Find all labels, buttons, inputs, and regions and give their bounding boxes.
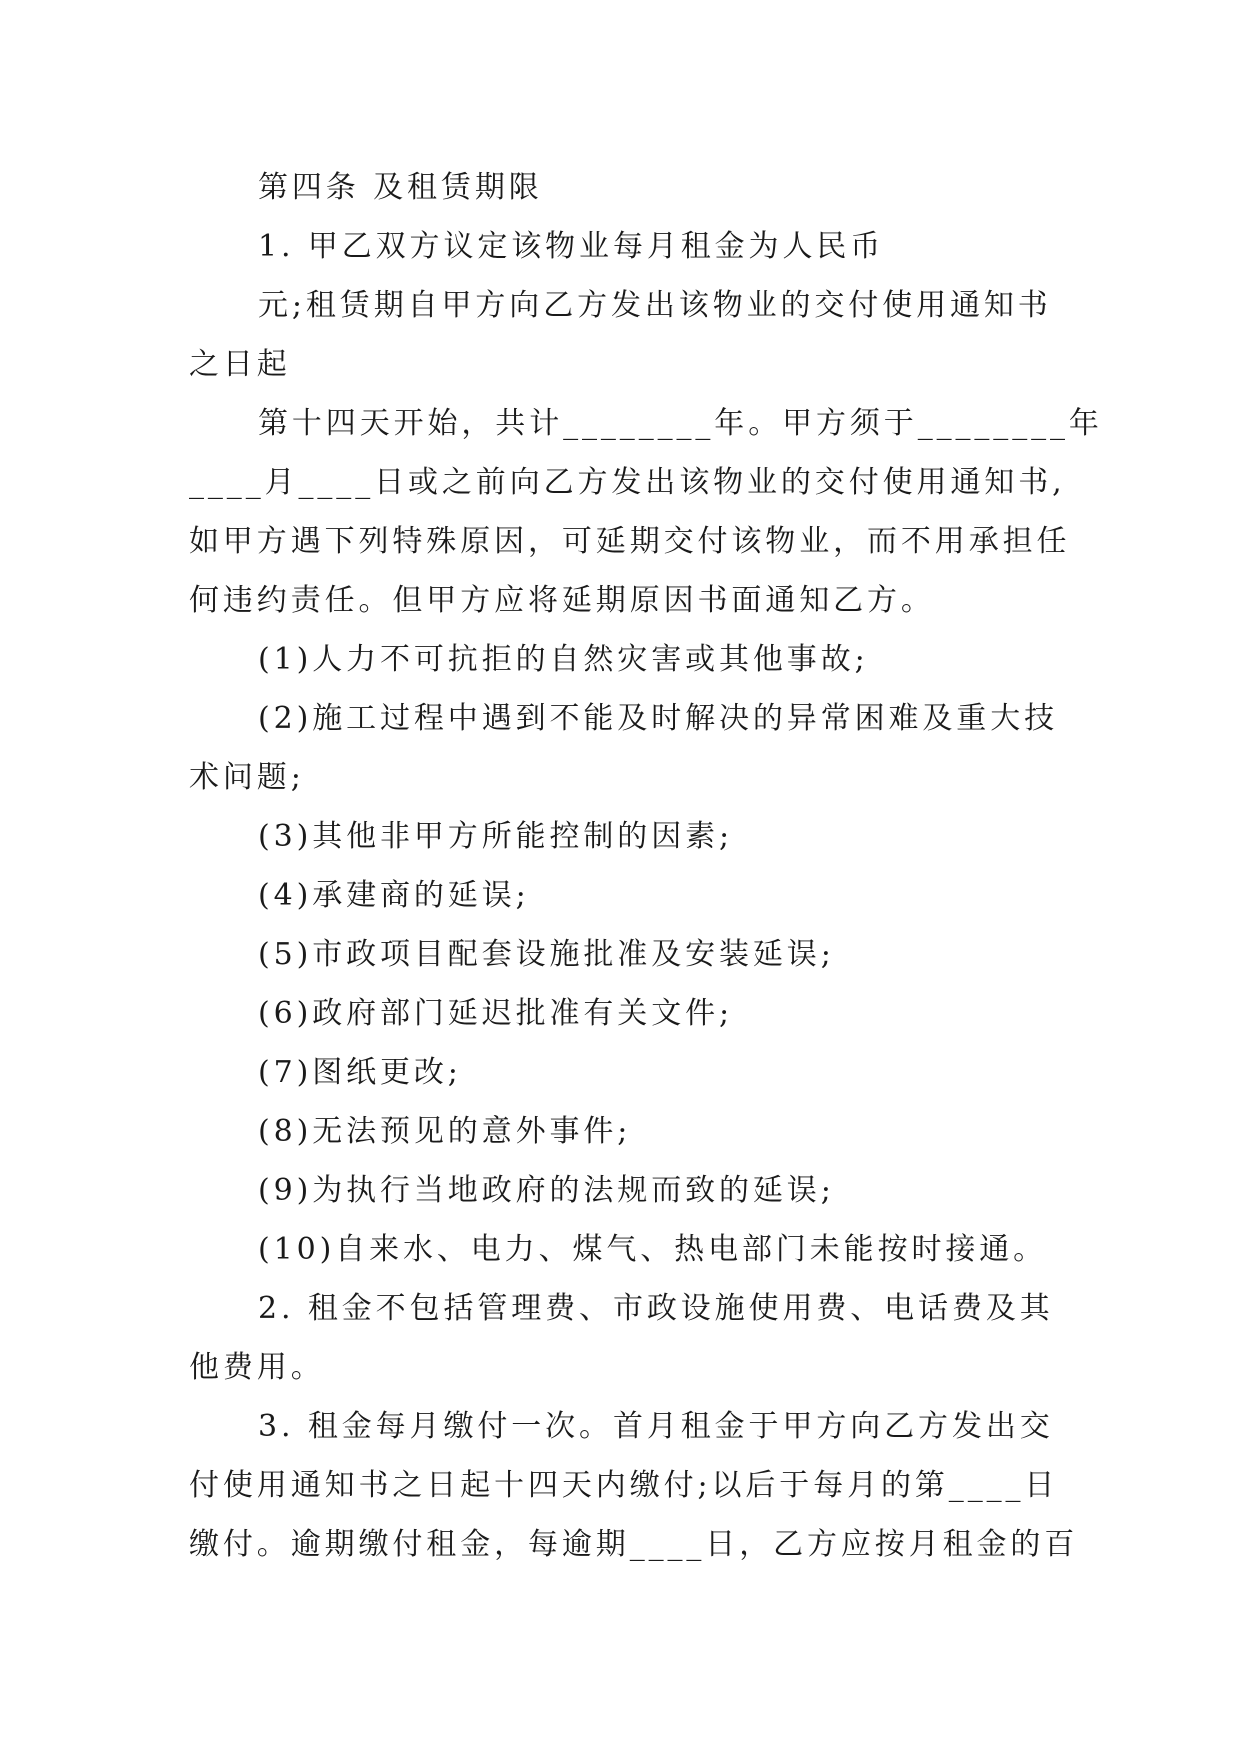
text-line: (2)施工过程中遇到不能及时解决的异常困难及重大技 (258, 701, 1058, 736)
text-line: 第十四天开始，共计________年。甲方须于________年 (258, 406, 1103, 441)
text-line: (6)政府部门延迟批准有关文件; (258, 996, 734, 1031)
text-line: 第四条 及租赁期限 (258, 170, 543, 205)
text-line: 元;租赁期自甲方向乙方发出该物业的交付使用通知书 (258, 288, 1052, 323)
text-line: (7)图纸更改; (258, 1055, 462, 1090)
text-line: 缴付。逾期缴付租金，每逾期____日，乙方应按月租金的百 (189, 1527, 1079, 1562)
text-line: 术问题; (189, 760, 305, 795)
text-line: (4)承建商的延误; (258, 878, 530, 913)
text-line: 3. 租金每月缴付一次。首月租金于甲方向乙方发出交 (258, 1409, 1054, 1444)
document-body (189, 158, 1103, 1574)
text-line: (1)人力不可抗拒的自然灾害或其他事故; (258, 642, 869, 677)
text-line: 他费用。 (189, 1350, 325, 1385)
text-line: (9)为执行当地政府的法规而致的延误; (258, 1173, 835, 1208)
text-line: ____月____日或之前向乙方发出该物业的交付使用通知书, (189, 465, 1066, 500)
text-line: (10)自来水、电力、煤气、热电部门未能按时接通。 (258, 1232, 1048, 1267)
text-line: (5)市政项目配套设施批准及安装延误; (258, 937, 835, 972)
text-line: 如甲方遇下列特殊原因，可延期交付该物业，而不用承担任 (189, 524, 1071, 559)
text-line: 何违约责任。但甲方应将延期原因书面通知乙方。 (189, 583, 935, 618)
text-line: 之日起 (189, 347, 291, 382)
text-line: (8)无法预见的意外事件; (258, 1114, 632, 1149)
text-line: (3)其他非甲方所能控制的因素; (258, 819, 734, 854)
text-line: 1. 甲乙双方议定该物业每月租金为人民币 (258, 229, 885, 264)
text-line: 付使用通知书之日起十四天内缴付;以后于每月的第____日 (189, 1468, 1059, 1503)
text-line: 2. 租金不包括管理费、市政设施使用费、电话费及其 (258, 1291, 1054, 1326)
